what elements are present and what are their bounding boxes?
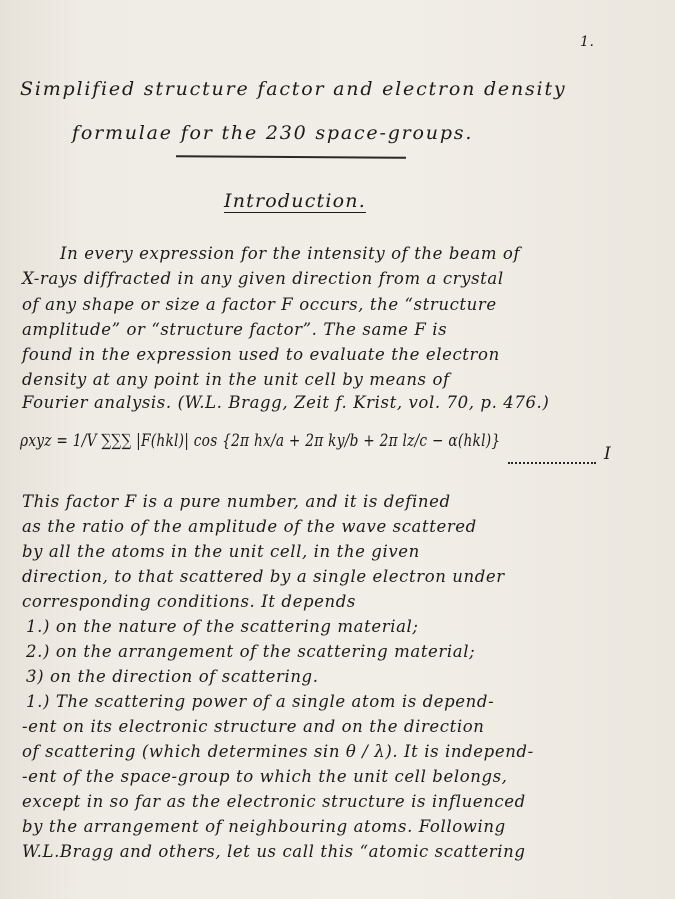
list-item: 3) on the direction of scattering. [26,667,319,686]
paragraph-line: by the arrangement of neighbouring atoms. Following [22,817,506,836]
title-line-1: Simplified structure factor and electron density [20,78,567,100]
paragraph-line: except in so far as the electronic structure is influenced [22,792,526,811]
section-heading: Introduction. [224,190,366,212]
paragraph-line: This factor F is a pure number, and it is defined [22,492,451,511]
paragraph-line: In every expression for the intensity of the beam of [60,244,521,263]
paragraph-line: W.L.Bragg and others, let us call this “atomic scattering [22,842,526,861]
paragraph-line: as the ratio of the amplitude of the wave scattered [22,517,477,536]
list-item: 2.) on the arrangement of the scattering material; [26,642,476,661]
paragraph-line: corresponding conditions. It depends [22,592,356,611]
title-line-2: formulae for the 230 space-groups. [72,122,474,144]
paragraph-line: found in the expression used to evaluate the electron [22,345,500,364]
paragraph-line: by all the atoms in the unit cell, in the given [22,542,420,561]
paragraph-line: density at any point in the unit cell by means of [22,370,450,389]
paragraph-line: direction, to that scattered by a single electron under [22,567,505,586]
paragraph-line: amplitude” or “structure factor”. The same F is [22,320,448,339]
paragraph-line: -ent of the space-group to which the unit cell belongs, [22,767,508,786]
equation-label: I [604,444,611,464]
title-underline [176,155,406,159]
paragraph-line: of any shape or size a factor F occurs, the “structure [22,295,497,314]
paragraph-line: 1.) The scattering power of a single atom is depend- [26,692,495,711]
paragraph-line: of scattering (which determines sin θ / λ). It is independ- [22,742,534,761]
paragraph-line: X-rays diffracted in any given direction from a crystal [22,269,504,288]
page-number: 1. [580,34,595,50]
list-item: 1.) on the nature of the scattering material; [26,617,419,636]
dotted-leader [508,462,596,464]
paragraph-line: -ent on its electronic structure and on the direction [22,717,485,736]
formula-text: ρxyz = 1/V ∑∑∑ |F(hkl)| cos {2π hx/a + 2π ky/b + 2π lz/c − α(hkl)} [20,431,501,451]
paragraph-line: Fourier analysis. (W.L. Bragg, Zeit f. Krist, vol. 70, p. 476.) [22,393,550,412]
